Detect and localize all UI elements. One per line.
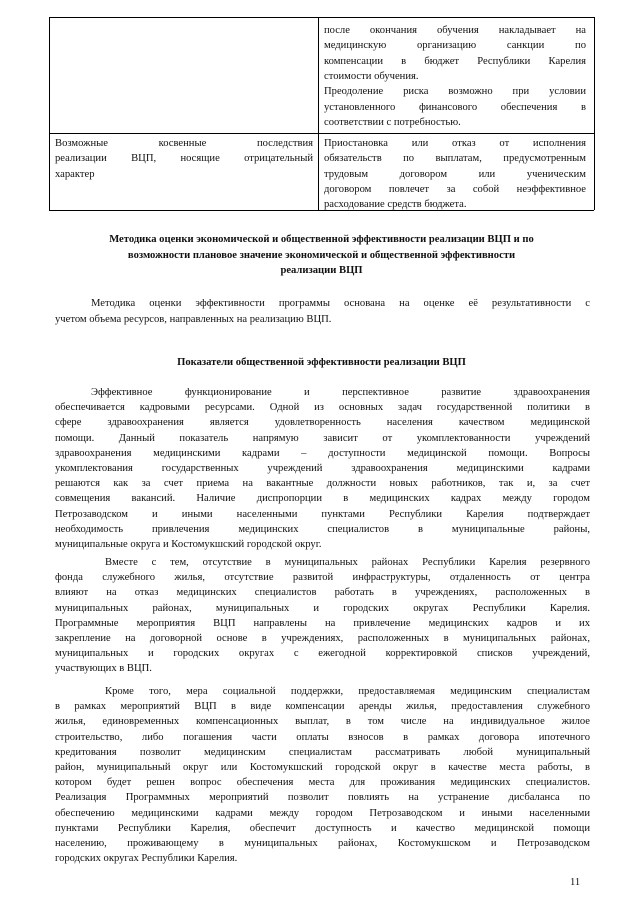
paragraph-line: жилья, единовременных компенсационных выплат, в том числе на индивидуальное жилое <box>55 716 590 728</box>
table-cell-line: характер <box>55 168 95 180</box>
table-cell-line: Возможные косвенные последствия <box>55 138 313 149</box>
paragraph-line: в рамках мероприятий ВЦП в виде компенсации аренды жилья, предоставления служебного <box>55 701 590 713</box>
table-cell-line: установленного финансового обеспечения в <box>324 101 586 113</box>
table-right-border <box>594 17 595 210</box>
paragraph-line: помощи. Данный показатель напрямую зависит от укомплектованности учреждений <box>55 432 590 444</box>
table-row-divider <box>49 133 594 134</box>
paragraph-line: Реализация Программных мероприятий позволит повлиять на устранение дисбаланса по <box>55 792 590 804</box>
paragraph-line: котором будет решен вопрос обеспечения места для проживания медицинских специалистов. <box>55 777 590 789</box>
heading-line: возможности плановое значение экономической и общественной эффективности <box>127 249 516 261</box>
paragraph-line: кредитования позволит медицинским специалистам рассматривать любой муниципальный <box>55 746 590 758</box>
paragraph-line: городских округах Республики Карелия. <box>55 853 238 865</box>
table-cell-line: компенсации в бюджет Республики Карелия <box>324 55 586 67</box>
paragraph-line: муниципальных и городских округах с ежегодной корректировкой списков учреждений, <box>55 648 590 660</box>
paragraph-line: обеспечивается кадровыми ресурсами. Одной из основных задач государственной политики в <box>55 402 590 414</box>
table-cell-line: трудовым договором или ученическим <box>324 168 586 180</box>
table-cell-line: расходование средств бюджета. <box>324 199 467 211</box>
table-cell-line: договором повлечет за собой неэффективное <box>324 183 586 195</box>
table-cell-line: Преодоление риска возможно при условии <box>324 86 586 98</box>
table-cell-line: Приостановка или отказ от исполнения <box>324 138 586 149</box>
paragraph-line: влияют на отказ медицинских специалистов работать в учреждениях, расположенных в <box>55 587 590 599</box>
section-heading-indicators: Показатели общественной эффективности реализации ВЦП <box>177 357 466 368</box>
table-cell-line: медицинскую организацию санкции по <box>324 40 586 52</box>
paragraph-line: муниципальные округа и Костомукшский городской округ. <box>55 539 322 550</box>
paragraph-line: здравоохранения медицинскими кадрами – доступности медицинской помощи. Вопросы <box>55 447 590 459</box>
paragraph-line: пунктами Республики Карелия, обеспечит доступность и качество медицинской помощи <box>55 822 590 834</box>
paragraph-line: Кроме того, мера социальной поддержки, предоставляемая медицинским специалистам <box>105 686 590 697</box>
table-cell-line: стоимости обучения. <box>324 70 419 82</box>
paragraph-line: Программные мероприятия ВЦП направлены на привлечение медицинских кадров и их <box>55 617 590 629</box>
paragraph-line: Эффективное функционирование и перспективное развитие здравоохранения <box>91 387 590 398</box>
paragraph-line: Петрозаводском и иными населенными пунктами Республики Карелия подтверждает <box>55 508 590 520</box>
paragraph-line: укомплектования государственных учреждений здравоохранения медицинскими кадрами <box>55 463 590 474</box>
table-cell-line: обязательств по выплатам, предусмотренным <box>324 153 586 165</box>
paragraph-line: сфере здравоохранения является удовлетворенность населения качеством медицинской <box>55 417 590 429</box>
table-cell-line: после окончания обучения накладывает на <box>324 25 586 36</box>
page-number: 11 <box>570 877 581 888</box>
paragraph-line: район, муниципальный округ или Костомукшский городской округ в качестве места работы, в <box>55 762 590 773</box>
paragraph-line: фонда служебного жилья, отсутствие развитой инфраструктуры, отдаленность от центра <box>55 572 590 584</box>
paragraph-line: Методика оценки эффективности программы основана на оценке её результативности с <box>91 298 590 309</box>
table-left-border <box>49 17 50 210</box>
table-cell-line: реализации ВЦП, носящие отрицательный <box>55 153 313 165</box>
paragraph-line: решаются как за счет приема на вакантные должности новых работников, так и, за счет <box>55 478 590 490</box>
paragraph-line: населению, проживающему в муниципальных районах, Костомукшском и Петрозаводском <box>55 838 590 849</box>
table-cell-line: соответствии с потребностью. <box>324 116 461 128</box>
paragraph-line: совмещения вакансий. Наличие диспропорции в медицинских кадрах между городом <box>55 493 590 505</box>
table-column-divider <box>318 17 319 210</box>
table-top-border <box>49 17 594 18</box>
paragraph-line: участвующих в ВЦП. <box>55 663 152 675</box>
paragraph-line: необходимость привлечения медицинских специалистов в муниципальные районы, <box>55 523 590 535</box>
paragraph-line: закрепление на договорной основе в учреждениях, расположенных в муниципальных районах, <box>55 633 590 644</box>
paragraph-line: муниципальных районах, муниципальных и городских округах Республики Карелия. <box>55 602 590 614</box>
paragraph-line: обеспечению медицинскими кадрами между городом Петрозаводском и иными населенными <box>55 807 590 819</box>
heading-line: реализации ВЦП <box>280 265 363 276</box>
heading-line: Методика оценки экономической и общественной эффективности реализации ВЦП и по <box>109 234 534 245</box>
paragraph-line: Вместе с тем, отсутствие в муниципальных районах Республики Карелия резервного <box>105 557 590 568</box>
paragraph-line: строительство, либо погашения части оплаты взносов в рамках договора ипотечного <box>55 731 590 743</box>
paragraph-line: учетом объема ресурсов, направленных на реализацию ВЦП. <box>55 313 332 325</box>
